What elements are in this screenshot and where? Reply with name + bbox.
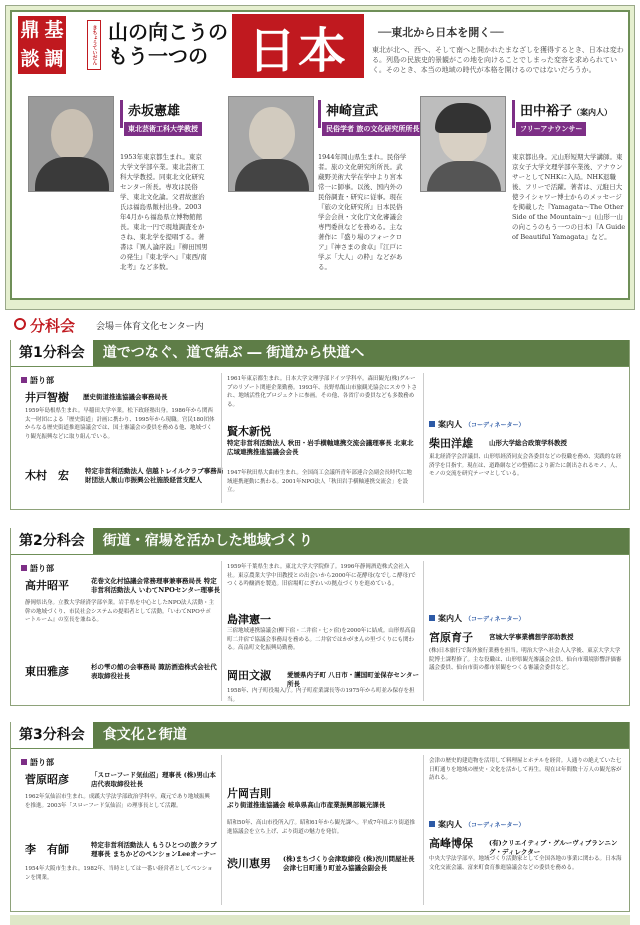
speaker-name: 赤坂憲雄 — [128, 104, 181, 119]
session-number: 第1分科会 — [11, 340, 93, 366]
person-name: 岡田文淑 — [227, 669, 271, 682]
person-name: 柴田洋雄 — [429, 437, 473, 450]
kicho-logo: 鼎 基 談 調 — [18, 16, 66, 74]
person-role: (株)まちづくり会津取締役 (株)渋川問屋社長 会津七日町通り町並み協議会副会長 — [283, 855, 415, 872]
person-role: 花巻文化村協議会常務理事兼事務局長 特定非営利活動法人 いわてNPOセンター理事長 — [91, 577, 220, 594]
person-bio: 1958年、内子町役場入庁。内子町産業課長等の1975年から町並み保存を担当。 — [227, 688, 415, 703]
session-header — [11, 723, 629, 749]
feature-subtitle: ──東北から日本を開く── — [378, 26, 504, 39]
person-bio: 昭和50年、高山市役所入庁。昭和61年から観光課へ。平成7年頃ぶり街道推進協議会を立ち上げ、ぶり街道の魅力を発信。 — [227, 820, 415, 835]
person-name: 賢木新悦 — [227, 425, 271, 438]
bunkakai-venue: 会場＝体育文化センター内 — [96, 322, 204, 332]
person-bio: 1962年気仙沼市生まれ。成蹊大学法学部政治学科卒。蔵元であり地域振興を推進。2003年「スローフード気仙沼」の理事長として活躍。 — [25, 794, 210, 809]
person-role: 愛媛県内子町 八日市・護国町並保存センター所長 — [287, 671, 420, 688]
speaker-name: 神崎宣武 — [326, 104, 379, 119]
speaker-role: フリーアナウンサー — [516, 122, 586, 136]
person-role: ぶり街道推進協議会 岐阜県高山市産業振興部観光課長 — [227, 801, 386, 809]
speaker-bio: 東京都出身。元山形短期大学講師。東京女子大学文理学部卒業後、アナウンサーとしてNHKに入局。NHK退職後、フリーで活躍。著者は、元駐日大使ライシャワー博士からのメッセージを掲載した『Yamagata～The Other Side of the Mountain～』(山形一山の向こうのもう一つの日本)『A Guide of Beautiful Yamagata』など。 — [512, 153, 626, 241]
person-role: 特定非営利活動法人 信越トレイルクラブ事務局 財団法人飯山市振興公社施設経営支配人 — [85, 467, 224, 484]
feature-title-line2: もう一つの — [108, 44, 208, 68]
person-bio: 会津の歴史的建造物を活用して料理屋とホテルを経営。人通りの絶えていた七日町通りを地域の歴史・文化を活かして再生。現在は年間数十万人の観光客が訪れる。 — [429, 758, 622, 781]
guide-label: 案内人 （コーディネーター） — [429, 819, 525, 830]
kataribe-label: 語り部 — [21, 563, 54, 574]
person-role: 杉の雫の館の会事務局 諏訪酒造株式会社代表取締役社長 — [91, 663, 217, 680]
person-role: 「スローフード気仙沼」理事長 (株)男山本店代表取締役社長 — [91, 771, 216, 788]
person-bio: (株)日本旅行で海外旅行業務を担当。明治大学へ社会人入学後、東京大学大学院博士課程修了。主な役職は、山形県観光審議会会員、仙台市環境影響評価審議会委員、仙台市街の都市景観をつくる審議会委員など。 — [429, 648, 622, 671]
speaker-photo-kanzaki — [228, 96, 314, 192]
person-name: 木村 宏 — [25, 469, 69, 482]
session-number: 第2分科会 — [11, 528, 93, 554]
person-bio: 1947年秋田県大曲市生まれ。全国商工会議所青年部連合会副会長時代に地域連携運動に携わる。2001年NPO法人「秋田岩手横軸連携交流会」を設立。 — [227, 470, 412, 493]
bottom-strip — [10, 915, 630, 925]
feature-description: 東北が北へ、西へ、そして南へと開かれたまなざしを獲得するとき、日本は変わる。列島の民族史的景観がこの地を向けることでしまった変容を求められていく。そのとき、本当の地域の時代が本格を開けるのではないだろうか。 — [372, 46, 624, 74]
session-3 — [10, 722, 630, 912]
guide-label: 案内人 （コーディネーター） — [429, 419, 525, 430]
speaker-bio: 1944年岡山県生まれ。民俗学者。旅の文化研究所所長。武蔵野美術大学在学中より宮本常一に師事。以後、国内外の民俗調査・研究に従事。現在『旅の文化研究所』日本民俗学会会員・文化庁文化審議会専門委員などを務める。主な著作に『盛り場のフォークロア』『神さまの食卓』『江戸に学ぶ「大人」の粋』などがある。 — [318, 153, 407, 271]
person-name: 渋川恵男 — [227, 857, 271, 870]
person-bio: 1959年島根県生まれ。早稲田大学卒業。松下政経塾出身。1986年から関西太一財団による「歴史街道」計画に携わり、1995年から現職。官民180団体からなる歴史街道推進協議会では、国土審議会の委員を務める他、地域づくり観光振興などに取り組んでいる。 — [25, 408, 215, 440]
feature-title-line1: 山の向こうの — [108, 20, 228, 44]
person-role: 山形大学総合政策学科教授 — [489, 439, 567, 447]
speaker-bar — [318, 100, 321, 128]
person-name: 李 有師 — [25, 843, 69, 856]
person-role: 歴史街道推進協議会事務局長 — [83, 393, 168, 401]
person-bio: 1961年東京都生まれ。日本大学文理学部ドイツ学科卒。森田観光(株)グループのリゾート関連企業勤務。1993年、長野県飯山市旅観光協会にスカウトされ、地域活性化プロジェクトに参画。その他、各省庁の委員なども多数務める。 — [227, 376, 417, 408]
speaker-bio: 1953年東京都生まれ。東京大学文学部卒業。東北芸術工科大学教授。同東北文化研究センター所長。専攻は民俗学、東北文化論。父君故憲治氏は福島県飯村出身。2003年4月から福島県立博物館館長。東北一円で現地調査をかさね、東北学を提唱する。著書は『異人論序説』『柳田国男の発生』『東北学へ』『東西/南北考』など多数。 — [120, 153, 208, 271]
person-name: 菅原昭彦 — [25, 773, 69, 786]
speaker-role: 東北芸術工科大学教授 — [124, 122, 202, 136]
session-header — [11, 529, 629, 555]
session-2 — [10, 528, 630, 706]
column-divider — [221, 561, 222, 701]
person-name: 高井昭平 — [25, 579, 69, 592]
person-role: 特定非営利活動法人 もうひとつの旅クラブ理事長 まちかどのペンションLeeオーナー — [91, 841, 217, 858]
session-header — [11, 341, 629, 367]
feature-title — [108, 20, 228, 68]
kataribe-label: 語り部 — [21, 375, 54, 386]
person-name: 宮原育子 — [429, 631, 473, 644]
speaker-photo-tanaka — [420, 96, 506, 192]
column-divider — [423, 373, 424, 503]
speaker-bar — [512, 100, 515, 128]
person-bio: 三宿地域連携協議会(柳下宿・二井宿・七ヶ宿)を2000年に結成。山形県高畠町二井宿で協議会事務局を務める。二井宿ではかがまんの里づくりにも関わる。高畠町文化振興局勤務。 — [227, 628, 416, 651]
session-number: 第3分科会 — [11, 722, 93, 748]
column-divider — [423, 755, 424, 905]
person-bio: 1954年大阪市生まれ。1982年、当時としては一番い経営者としてペンションを開業。 — [25, 866, 213, 881]
session-title: 食文化と街道 — [93, 722, 629, 748]
session-title: 街道・宿場を活かした地域づくり — [93, 528, 629, 554]
bunkakai-heading: 分科会 — [30, 317, 76, 335]
person-name: 島津憲一 — [227, 613, 271, 626]
person-bio: 静岡県出身。立教大学経済学部卒業。岩手県を中心としたNPO法人活動・主幹の地域づくり、市民社会システムの提唱者として活動。『いわてNPOサポートルーム』の室長を兼ねる。 — [25, 600, 215, 623]
person-bio: 1959年千葉県生まれ。東北大学大学院修了。1996年静岡酒造株式会社入社。東京農業大学中田教授との出会いから2000年に花酵母(なでしこ酵母)でつくる吟醸酒を製造。旧宿場町にぎわいの拠点づくりを進めている。 — [227, 564, 416, 587]
person-name: 井戸智樹 — [25, 391, 69, 404]
column-divider — [221, 373, 222, 503]
session-1 — [10, 340, 630, 510]
person-name: 高峰博保 — [429, 837, 473, 850]
person-bio: 東北経済学会評議員、山形県経済同友会各委員などの役職を務め、実践的な経済学を目指す。現在は、道路網などの整備により新たに創出されるモノ、人、モノの交流を研究テーマとしている。 — [429, 454, 622, 477]
person-role: 特定非営利活動法人 秋田・岩手横軸連携交流会議理事長 北東北広域連携推進協議会会長 — [227, 439, 414, 456]
speaker-photo-akasaka — [28, 96, 114, 192]
person-role: 宮城大学事業構想学部助教授 — [489, 633, 574, 641]
person-bio: 中央大学法学部卒。地域づくり活動家として全国各地の事業に関わる。日本海文化交流会議、富来町食育推進協議会などの委員を務める。 — [429, 856, 622, 871]
speaker-role: 民俗学者 旅の文化研究所所長 — [322, 122, 423, 136]
speaker-bar — [120, 100, 123, 128]
session-title: 道でつなぐ、道で結ぶ ― 街道から快道へ — [93, 340, 629, 366]
kataribe-label: 語り部 — [21, 757, 54, 768]
kicho-ruby: きちょうていだん — [87, 20, 101, 70]
column-divider — [221, 755, 222, 905]
person-name: 片岡吉則 — [227, 787, 271, 800]
person-role: (有)クリエイティブ・グルーヴィブランニング・ディレクター — [489, 839, 618, 856]
feature-title-big: 日本 — [232, 14, 364, 78]
column-divider — [423, 561, 424, 701]
guide-label: 案内人 （コーディネーター） — [429, 613, 525, 624]
person-name: 東田雅彦 — [25, 665, 69, 678]
speaker-name: 田中裕子（案内人） — [520, 104, 613, 119]
